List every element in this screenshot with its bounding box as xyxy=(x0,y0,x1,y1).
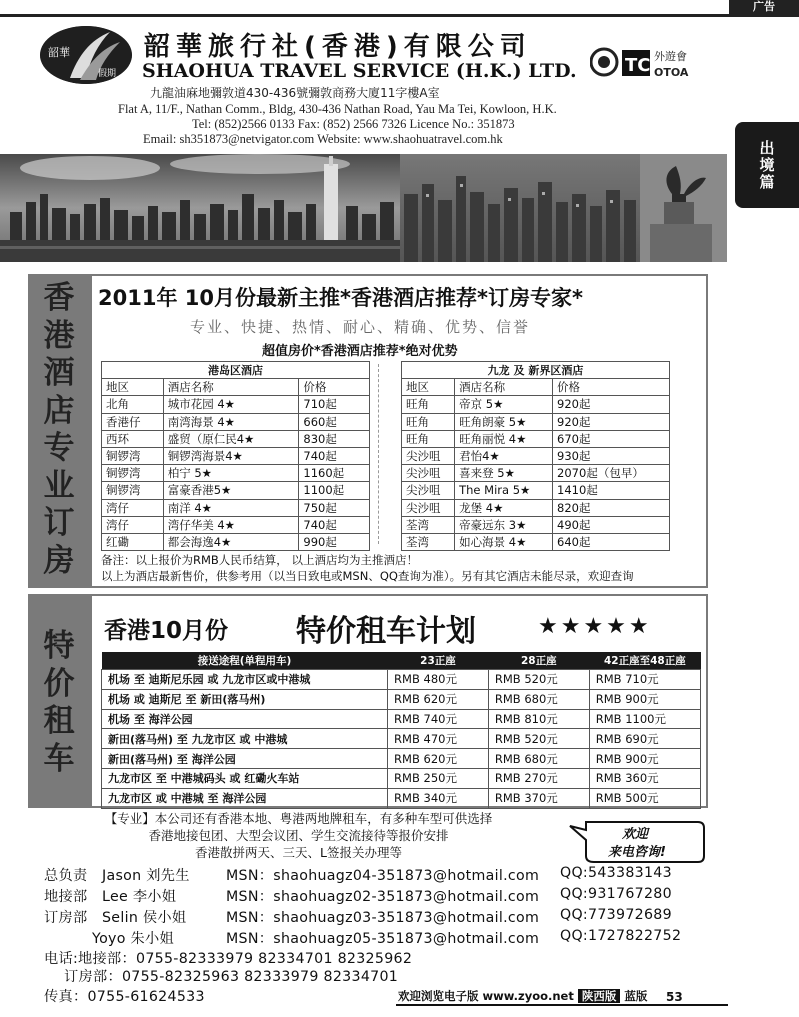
hotel-name: 帝豪远东 3★ xyxy=(455,516,553,533)
company-name-cn: 韶華旅行社(香港)有限公司 xyxy=(144,32,532,62)
hotel-row xyxy=(402,396,670,413)
contact-name: Selin 侯小姐 xyxy=(102,910,187,926)
car-headline-month: 香港10月份 xyxy=(104,618,229,644)
vertical-title-char: 特 xyxy=(43,628,75,664)
price-28-seat: RMB 520元 xyxy=(488,729,589,749)
association-logos xyxy=(590,46,700,80)
price-28-seat: RMB 370元 xyxy=(488,788,589,808)
contact-role: 订房部 xyxy=(44,910,88,926)
hotel-name: 南洋 4★ xyxy=(163,499,299,516)
page-number: 53 xyxy=(666,990,683,1004)
hotel-row xyxy=(102,499,370,516)
hong-kong-skyline-photo xyxy=(0,154,727,262)
section-tab-char: 境 xyxy=(759,156,775,174)
hotel-area: 尖沙咀 xyxy=(402,499,455,516)
column-header-area: 地区 xyxy=(402,379,455,396)
column-header-hotel: 酒店名称 xyxy=(163,379,299,396)
hotel-price: 740起 xyxy=(299,447,370,464)
hotel-area: 尖沙咀 xyxy=(402,482,455,499)
contact-qq[interactable]: QQ:543383143 xyxy=(560,865,672,881)
vertical-title-char: 酒 xyxy=(43,355,75,392)
table-region-heading: 九龙 及 新界区酒店 xyxy=(402,362,670,379)
section-tab-char: 出 xyxy=(759,139,775,157)
car-route-row xyxy=(102,788,701,808)
column-header-hotel: 酒店名称 xyxy=(455,379,553,396)
vertical-title-char: 车 xyxy=(43,740,75,777)
hotel-area: 尖沙咀 xyxy=(402,447,455,464)
car-route: 机场 至 迪斯尼乐园 或 九龙市区或中港城 xyxy=(102,670,388,690)
price-42-48-seat: RMB 500元 xyxy=(589,788,700,808)
hotel-price: 1410起 xyxy=(553,482,670,499)
hotel-table-kowloon-nt xyxy=(401,361,670,551)
phone-line-1: 电话:地接部：0755-82333979 82334701 82325962 xyxy=(44,951,413,967)
price-42-48-seat: RMB 710元 xyxy=(589,670,700,690)
car-route: 新田(落马州) 至 九龙市区 或 中港城 xyxy=(102,729,388,749)
logo-text-1: 韶華 xyxy=(48,46,70,59)
logo-text-2: 假期 xyxy=(98,69,117,79)
hotel-note-1: 备注：以上报价为RMB人民币结算， 以上酒店均为主推酒店！ xyxy=(101,553,418,567)
hotel-name: 湾仔华美 4★ xyxy=(163,516,299,533)
hotel-price: 750起 xyxy=(299,499,370,516)
hotel-slogan: 专业、快捷、热情、耐心、精确、优势、信誉 xyxy=(190,318,531,336)
car-route-row xyxy=(102,749,701,769)
hotel-area: 旺角 xyxy=(402,430,455,447)
car-route-row xyxy=(102,670,701,690)
car-route: 新田(落马州) 至 海洋公园 xyxy=(102,749,388,769)
table-region-heading: 港岛区酒店 xyxy=(102,362,370,379)
assoc-en: OTOA xyxy=(654,66,689,79)
hotel-price: 930起 xyxy=(553,447,670,464)
vertical-title-char: 房 xyxy=(43,542,75,579)
hotel-area: 湾仔 xyxy=(102,516,164,533)
car-route-row xyxy=(102,768,701,788)
hotel-price: 920起 xyxy=(553,396,670,413)
column-header-23-seat: 23正座 xyxy=(388,652,489,670)
car-vertical-title xyxy=(30,628,88,778)
hotel-row xyxy=(402,447,670,464)
hotel-price: 1160起 xyxy=(299,465,370,482)
hotel-headline: 2011年 10月份最新主推*香港酒店推荐*订房专家* xyxy=(98,286,583,310)
vertical-title-char: 港 xyxy=(43,317,75,354)
contact-name: Lee 李小姐 xyxy=(102,889,177,905)
vertical-title-char: 订 xyxy=(43,505,75,542)
hotel-name: 龙堡 4★ xyxy=(455,499,553,516)
hotel-area: 香港仔 xyxy=(102,413,164,430)
price-42-48-seat: RMB 1100元 xyxy=(589,709,700,729)
hotel-row xyxy=(102,516,370,533)
vertical-title-char: 租 xyxy=(43,703,75,740)
contact-name: Jason 刘先生 xyxy=(102,868,190,884)
car-route-row xyxy=(102,709,701,729)
promo-line-3: 香港散拼两天、三天、L签报关办理等 xyxy=(195,845,402,860)
vertical-title-char: 香 xyxy=(43,280,75,316)
price-23-seat: RMB 480元 xyxy=(388,670,489,690)
hotel-row xyxy=(102,396,370,413)
hotel-price: 740起 xyxy=(299,516,370,533)
hotel-row xyxy=(402,533,670,550)
section-tab xyxy=(735,122,799,208)
hotel-area: 红磡 xyxy=(102,533,164,550)
hotel-area: 旺角 xyxy=(402,413,455,430)
hotel-area: 西环 xyxy=(102,430,164,447)
fax-line: 传真：0755-61624533 xyxy=(44,989,205,1005)
car-route-row xyxy=(102,729,701,749)
company-logo xyxy=(40,26,132,84)
price-42-48-seat: RMB 900元 xyxy=(589,749,700,769)
hotel-name: 都会海逸4★ xyxy=(163,533,299,550)
column-header-price: 价格 xyxy=(553,379,670,396)
hotel-row xyxy=(102,413,370,430)
hotel-name: The Mira 5★ xyxy=(455,482,553,499)
footer-rule xyxy=(396,1004,728,1006)
address-en: Flat A, 11/F., Nathan Comm., Bldg, 430-436 Nathan Road, Yau Ma Tei, Kowloon, H.K. xyxy=(118,102,557,116)
car-route: 九龙市区 至 中港城码头 或 红磡火车站 xyxy=(102,768,388,788)
hotel-row xyxy=(402,465,670,482)
hotel-name: 铜锣湾海景4★ xyxy=(163,447,299,464)
edition-label: 蓝版 xyxy=(624,989,648,1003)
hotel-area: 荃湾 xyxy=(402,533,455,550)
price-28-seat: RMB 680元 xyxy=(488,749,589,769)
contact-msn[interactable]: MSN：shaohuagz03-351873@hotmail.com xyxy=(226,910,540,926)
price-23-seat: RMB 340元 xyxy=(388,788,489,808)
hotel-row xyxy=(402,482,670,499)
hotel-name: 富豪香港5★ xyxy=(163,482,299,499)
contact-msn[interactable]: MSN：shaohuagz05-351873@hotmail.com xyxy=(226,931,540,947)
price-42-48-seat: RMB 900元 xyxy=(589,689,700,709)
contact-msn[interactable]: MSN：shaohuagz02-351873@hotmail.com xyxy=(226,889,540,905)
hotel-price: 830起 xyxy=(299,430,370,447)
contact-tel-line: Tel: (852)2566 0133 Fax: (852) 2566 7326 Licence No.: 351873 xyxy=(192,117,515,131)
hotel-name: 城市花园 4★ xyxy=(163,396,299,413)
hotel-name: 南湾海景 4★ xyxy=(163,413,299,430)
hotel-vertical-title xyxy=(30,280,88,580)
hotel-price: 640起 xyxy=(553,533,670,550)
price-23-seat: RMB 620元 xyxy=(388,749,489,769)
column-header-area: 地区 xyxy=(102,379,164,396)
hotel-price: 920起 xyxy=(553,413,670,430)
car-route: 机场 或 迪斯尼 至 新田(落马州) xyxy=(102,689,388,709)
hotel-row xyxy=(102,482,370,499)
vertical-title-char: 店 xyxy=(43,392,75,429)
car-route-row xyxy=(102,689,701,709)
phone-line-2: 订房部：0755-82325963 82333979 82334701 xyxy=(64,969,399,985)
hotel-price: 820起 xyxy=(553,499,670,516)
hotel-row xyxy=(102,430,370,447)
contact-qq[interactable]: QQ:773972689 xyxy=(560,907,672,923)
hotel-name: 喜来登 5★ xyxy=(455,465,553,482)
car-rental-price-table xyxy=(101,652,701,809)
bubble-line-1: 欢迎 xyxy=(622,827,649,842)
price-23-seat: RMB 470元 xyxy=(388,729,489,749)
hotel-name: 君怡4★ xyxy=(455,447,553,464)
car-headline-main: 特价租车计划 xyxy=(296,614,476,649)
price-23-seat: RMB 620元 xyxy=(388,689,489,709)
hotel-price: 660起 xyxy=(299,413,370,430)
hotel-subtitle: 超值房价*香港酒店推荐*绝对优势 xyxy=(262,344,458,359)
hotel-name: 旺角朗豪 5★ xyxy=(455,413,553,430)
ad-tag: 广告 xyxy=(729,0,799,14)
edition-badge: 陕西版 xyxy=(578,989,621,1003)
vertical-title-char: 价 xyxy=(43,665,75,702)
price-28-seat: RMB 680元 xyxy=(488,689,589,709)
hotel-area: 旺角 xyxy=(402,396,455,413)
price-28-seat: RMB 810元 xyxy=(488,709,589,729)
hotel-price: 2070起（包早） xyxy=(553,465,670,482)
hotel-row xyxy=(102,465,370,482)
hotel-area: 荃湾 xyxy=(402,516,455,533)
vertical-title-char: 专 xyxy=(43,430,75,467)
price-28-seat: RMB 270元 xyxy=(488,768,589,788)
hotel-area: 湾仔 xyxy=(102,499,164,516)
footer xyxy=(398,988,647,1004)
footer-welcome[interactable]: 欢迎浏览电子版 www.zyoo.net xyxy=(398,989,574,1003)
column-header-route: 接送途程(单程用车) xyxy=(102,652,388,670)
hotel-area: 铜锣湾 xyxy=(102,465,164,482)
hotel-price: 490起 xyxy=(553,516,670,533)
price-42-48-seat: RMB 360元 xyxy=(589,768,700,788)
hotel-row xyxy=(402,516,670,533)
contact-name: Yoyo 朱小姐 xyxy=(92,931,175,947)
hotel-name: 柏宁 5★ xyxy=(163,465,299,482)
hotel-row xyxy=(402,430,670,447)
hotel-area: 铜锣湾 xyxy=(102,447,164,464)
table-divider xyxy=(378,364,380,544)
hotel-price: 710起 xyxy=(299,396,370,413)
hotel-row xyxy=(102,533,370,550)
promo-line-2: 香港地接包团、大型会议团、学生交流接待等报价安排 xyxy=(148,828,449,843)
contact-role: 地接部 xyxy=(44,889,88,905)
top-rule xyxy=(0,14,799,17)
hotel-name: 旺角丽悦 4★ xyxy=(455,430,553,447)
hotel-row xyxy=(102,447,370,464)
section-tab-char: 篇 xyxy=(759,173,775,191)
price-23-seat: RMB 250元 xyxy=(388,768,489,788)
hotel-name: 帝京 5★ xyxy=(455,396,553,413)
hotel-price: 670起 xyxy=(553,430,670,447)
hotel-area: 北角 xyxy=(102,396,164,413)
address-cn: 九龍油麻地彌敦道430-436號彌敦商務大廈11字樓A室 xyxy=(150,86,440,100)
hotel-row xyxy=(402,499,670,516)
hotel-table-hong-kong-island xyxy=(101,361,370,551)
promo-line-1: 【专业】本公司还有香港本地、粤港两地牌租车，有多种车型可供选择 xyxy=(104,811,493,826)
column-header-42-48-seat: 42正座至48正座 xyxy=(589,652,700,670)
price-23-seat: RMB 740元 xyxy=(388,709,489,729)
price-42-48-seat: RMB 690元 xyxy=(589,729,700,749)
contact-role: 总负责 xyxy=(44,868,88,884)
hotel-name: 如心海景 4★ xyxy=(455,533,553,550)
contact-qq[interactable]: QQ:931767280 xyxy=(560,886,672,902)
column-header-price: 价格 xyxy=(299,379,370,396)
hotel-name: 盛贸（原仁民4★ xyxy=(163,430,299,447)
vertical-title-char: 业 xyxy=(43,467,75,504)
speech-bubble xyxy=(566,818,706,866)
company-name-en: SHAOHUA TRAVEL SERVICE (H.K.) LTD. xyxy=(142,60,577,82)
hotel-area: 铜锣湾 xyxy=(102,482,164,499)
contact-email-line: Email: sh351873@netvigator.com Website: www.shaohuatravel.com.hk xyxy=(143,132,503,146)
star-rating: ★★★★★ xyxy=(538,614,652,639)
bubble-line-2: 来电咨询! xyxy=(608,845,666,860)
hotel-row xyxy=(402,413,670,430)
hotel-note-2: 以上为酒店最新售价，供参考用（以当日致电或MSN、QQ查询为准）。另有其它酒店未能尽录，欢迎查询 xyxy=(101,569,634,583)
contact-qq[interactable]: QQ:1727822752 xyxy=(560,928,682,944)
contact-msn[interactable]: MSN：shaohuagz04-351873@hotmail.com xyxy=(226,868,540,884)
hotel-price: 1100起 xyxy=(299,482,370,499)
hotel-price: 990起 xyxy=(299,533,370,550)
column-header-28-seat: 28正座 xyxy=(488,652,589,670)
price-28-seat: RMB 520元 xyxy=(488,670,589,690)
car-route: 九龙市区 或 中港城 至 海洋公园 xyxy=(102,788,388,808)
assoc-cn: 外遊會 xyxy=(654,50,687,63)
hotel-area: 尖沙咀 xyxy=(402,465,455,482)
svg-text:TC: TC xyxy=(625,55,651,76)
car-route: 机场 至 海洋公园 xyxy=(102,709,388,729)
